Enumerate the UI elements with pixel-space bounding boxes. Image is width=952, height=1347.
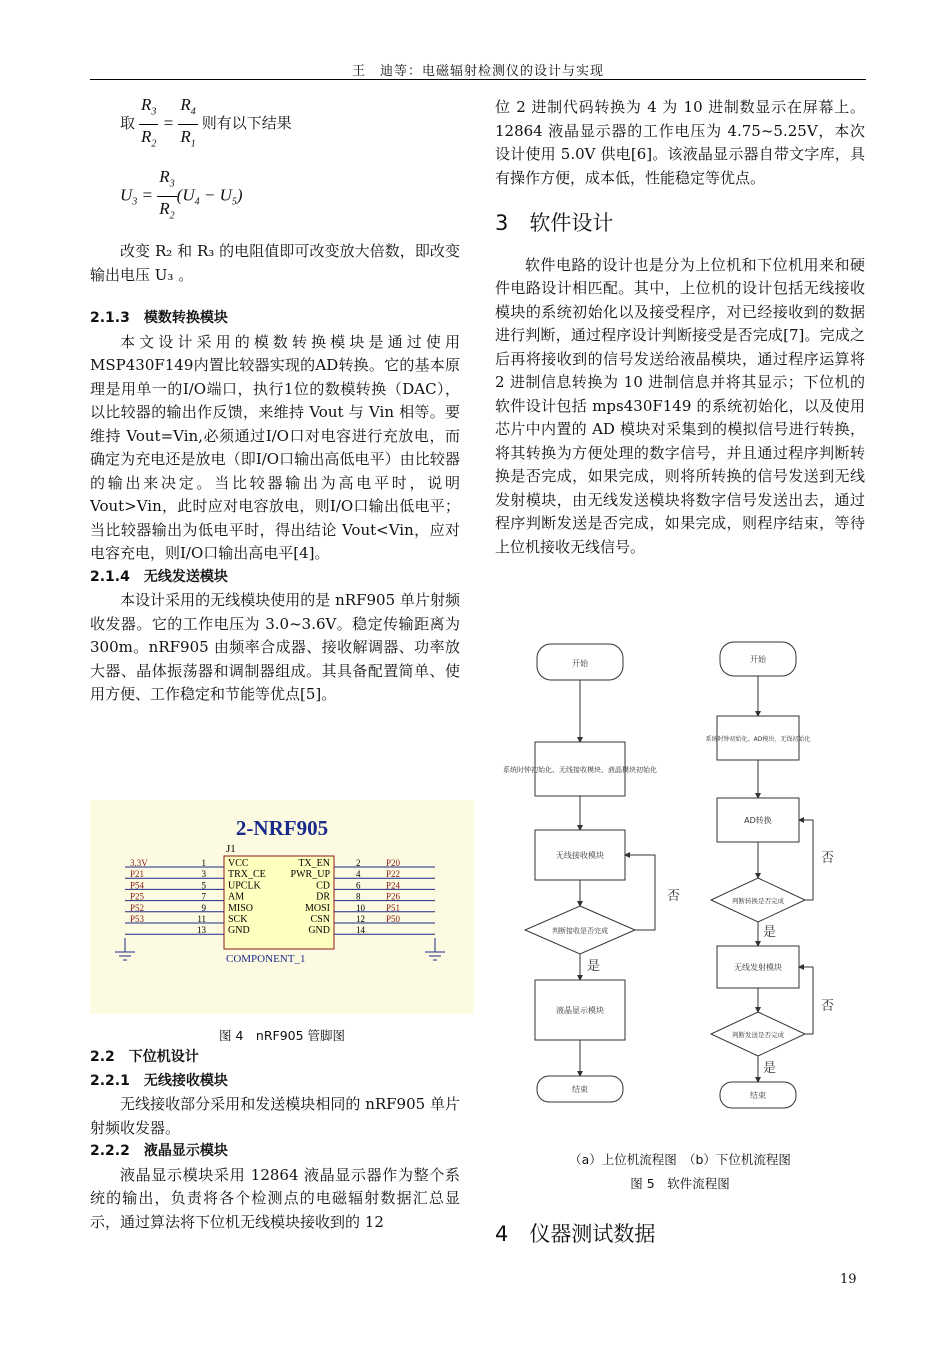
section-2-1-4: 2.1.4 无线发送模块: [90, 568, 228, 585]
pin-number-left: 7: [201, 891, 206, 902]
para-2-1-4: 本设计采用的无线模块使用的是 nRF905 单片射频收发器。它的工作电压为 3.0~3.6V。稳定传输距离为 300m。nRF905 由频率合成器、接收解调器、功率放大器、晶体振荡器和调制器组成。其具备配置简单、使用方便、工作稳定和节能等优点[5]。: [90, 591, 460, 703]
svg-text:结束: 结束: [572, 1085, 588, 1094]
net-label-left: 3.3V: [130, 858, 148, 868]
para-gain: 改变 R₂ 和 R₃ 的电阻值即可改变放大倍数，即改变输出电压 U₃ 。: [90, 242, 460, 284]
formula-1-prefix: 取: [120, 114, 136, 133]
pin-number-left: 13: [197, 925, 206, 936]
para-lcd-cont: 位 2 进制代码转换为 4 为 10 进制数显示在屏幕上。12864 液晶显示器的工作电压为 4.75~5.25V，本次设计使用 5.0V 供电[6]。该液晶显示器自带文字库，具有操作方便，成本低，性能稳定等优点。: [495, 98, 865, 187]
flowchart-svg: [495, 630, 865, 1110]
formula-1-suffix: 则有以下结果: [201, 114, 292, 133]
svg-text:结束: 结束: [750, 1091, 766, 1100]
svg-text:系统时钟初始化、无线接收模块、液晶模块初始化: 系统时钟初始化、无线接收模块、液晶模块初始化: [503, 766, 657, 774]
net-label-right: P24: [386, 880, 401, 891]
para-2-2-1: 无线接收部分采用和发送模块相同的 nRF905 单片射频收发器。: [90, 1095, 460, 1137]
svg-text:系统时钟初始化、AD模块、无线初始化: 系统时钟初始化、AD模块、无线初始化: [705, 736, 811, 743]
pin-name-left: AM: [228, 891, 245, 903]
flowchart-a: [525, 644, 655, 1102]
svg-text:是: 是: [763, 925, 777, 940]
left-column-lower: [90, 1046, 460, 1234]
net-label-right: P50: [386, 914, 401, 924]
pin-number-right: 12: [356, 914, 365, 924]
pin-name-right: MOSI: [304, 902, 330, 914]
svg-text:否: 否: [821, 999, 835, 1014]
svg-text:AD转换: AD转换: [744, 816, 772, 825]
svg-text:判断发送是否完成: 判断发送是否完成: [732, 1031, 784, 1039]
net-label-right: P26: [386, 891, 401, 902]
pin-number-right: 8: [356, 891, 361, 902]
pin-number-right: 14: [356, 925, 365, 936]
running-header: 王 迪等：电磁辐射检测仪的设计与实现: [351, 64, 604, 79]
chip-ref: J1: [226, 843, 236, 855]
chip-title: 2-NRF905: [235, 816, 329, 840]
ground-right: [425, 938, 445, 960]
formula-1-math: $\frac{R_3}{R_2}$ = $\frac{R_4}{R_1}$: [141, 94, 196, 149]
right-column: [495, 96, 865, 559]
pin-name-left: UPCLK: [228, 880, 261, 892]
pin-name-right: TX_EN: [298, 858, 330, 869]
pin-number-left: 3: [201, 869, 206, 880]
pin-number-left: 1: [201, 858, 206, 868]
svg-text:无线发射模块: 无线发射模块: [734, 963, 782, 972]
svg-text:开始: 开始: [750, 655, 766, 664]
pin-number-right: 6: [356, 880, 361, 891]
pin-name-left: TRX_CE: [228, 869, 266, 881]
svg-text:是: 是: [587, 959, 601, 974]
pin-name-right: DR: [316, 891, 330, 903]
pin-name-right: GND: [308, 925, 330, 937]
figure-5-caption: 图 5 软件流程图: [630, 1176, 730, 1191]
net-label-right: P20: [386, 858, 401, 868]
svg-text:无线接收模块: 无线接收模块: [556, 851, 604, 860]
ground-left: [115, 938, 135, 960]
svg-text:判断接收是否完成: 判断接收是否完成: [552, 927, 608, 935]
net-label-left: P53: [130, 914, 145, 924]
figure-5-flowcharts: [495, 630, 865, 1110]
net-label-right: P51: [386, 902, 401, 913]
formula-1: [90, 96, 460, 152]
net-label-left: P52: [130, 902, 145, 913]
formula-2: $U_3$ = $\frac{R_3}{R_2}$ $(U_4 - U_5)$: [120, 166, 243, 221]
para-2-2-2: 液晶显示模块采用 12864 液晶显示器作为整个系统的输出，负责将各个检测点的电磁辐射数据汇总显示，通过算法将下位机无线模块接收到的 12: [90, 1165, 460, 1231]
net-label-left: P25: [130, 891, 145, 902]
pin-number-left: 9: [201, 902, 206, 913]
svg-text:液晶显示模块: 液晶显示模块: [556, 1006, 604, 1015]
pin-name-left: GND: [228, 925, 250, 937]
pin-number-right: 4: [356, 869, 361, 880]
figure-5-subcaption: （a）上位机流程图 （b）下位机流程图: [569, 1152, 791, 1167]
section-2-1-3: 2.1.3 模数转换模块: [90, 310, 228, 326]
page-number: 19: [840, 1272, 857, 1287]
para-2-1-3: 本文设计采用的模数转换模块是通过使用MSP430F149内置比较器实现的AD转换。它的基本原理是用单一的I/O端口，执行1位的数模转换（DAC），以比较器的输出作反馈，来维持 Vout 与 Vin 相等。要维持 Vout=Vin,必须通过I/O口对电容进行充放电，而确定为充电还是放电（即I/O口输出高低电平）由比较器的输出来决定。当比较器输出为高电平时，说明 Vout>Vin，此时应对电容放电，则I/O口输出低电平；当比较器输出为低电平时，得出结论 Vout<Vin，应对电容充电，则I/O口输出高电平[4]。: [90, 332, 460, 562]
net-label-left: P54: [130, 880, 145, 891]
pin-number-right: 2: [356, 858, 361, 868]
pin-name-left: MISO: [228, 902, 254, 914]
svg-text:否: 否: [667, 889, 681, 904]
net-label-left: P21: [130, 869, 145, 880]
nrf905-schematic: [90, 800, 474, 1014]
section-2-2-2: 2.2.2 液晶显示模块: [90, 1143, 228, 1159]
figure-4-nrf905-schematic: [90, 800, 474, 1014]
pin-name-left: SCK: [228, 914, 248, 925]
pin-number-left: 5: [201, 880, 206, 891]
section-3-heading: 3 软件设计: [495, 211, 614, 235]
pin-name-right: PWR_UP: [290, 869, 330, 881]
pin-name-right: CSN: [310, 914, 330, 925]
svg-text:是: 是: [763, 1061, 777, 1076]
section-2-2-1: 2.2.1 无线接收模块: [90, 1072, 228, 1089]
para-3: 软件电路的设计也是分为上位机和下位机用来和硬件电路设计相匹配。其中，上位机的设计包括无线接收模块的系统初始化以及接受程序，对已经接收到的数据进行判断，通过程序设计判断接受是否完成[7]。完成之后再将接收到的信号发送给液晶模块，通过程序运算将 2 进制信息转换为 10 进制信息并将其显示；下位机的软件设计包括 mps430F149 的系统初始化，以及使用芯片中内置的 AD 模块对采集到的模拟信号进行转换，将其转换为方便处理的数字信号，并且通过程序判断转换是否完成，如果完成，则将所转换的信号发送到无线发射模块，由无线发送模块将数字信号发送出去，通过程序判断发送是否完成，如果完成，则程序结束，等待上位机接收无线信号。: [495, 255, 865, 556]
left-column: [90, 96, 460, 707]
pin-name-right: CD: [316, 880, 330, 892]
section-4-heading: 4 仪器测试数据: [495, 1222, 656, 1246]
net-label-right: P22: [386, 869, 401, 880]
svg-text:判断转换是否完成: 判断转换是否完成: [732, 897, 784, 905]
chip-component: COMPONENT_1: [226, 953, 306, 965]
svg-text:否: 否: [821, 851, 835, 866]
pin-number-left: 11: [197, 914, 206, 924]
svg-text:开始: 开始: [572, 659, 588, 668]
figure-4-caption: 图 4 nRF905 管脚图: [218, 1028, 346, 1043]
pin-number-right: 10: [356, 902, 365, 913]
pin-name-left: VCC: [228, 858, 249, 869]
section-2-2: 2.2 下位机设计: [90, 1049, 199, 1065]
header-rule: [90, 79, 866, 80]
